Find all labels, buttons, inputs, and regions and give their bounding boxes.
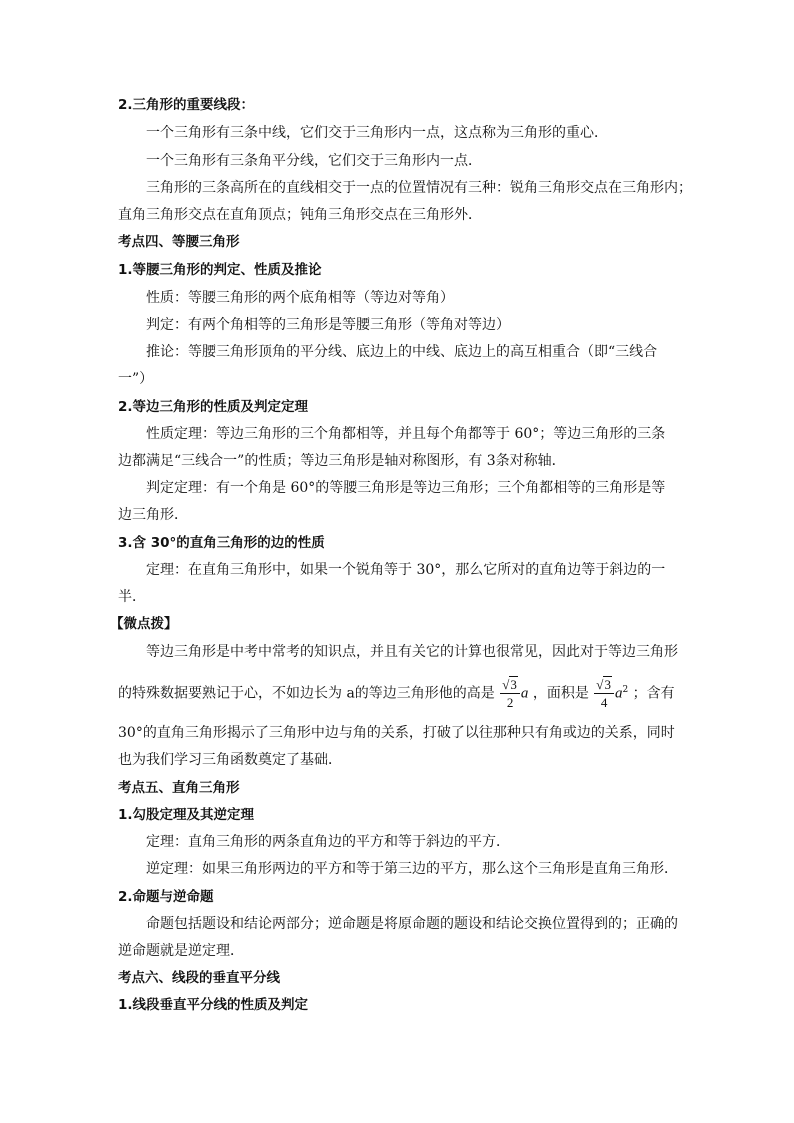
section-heading: 考点四、等腰三角形	[118, 234, 240, 250]
fraction-denominator: 2	[506, 694, 514, 710]
paragraph: 一个三角形有三条角平分线，它们交于三角形内一点．	[146, 153, 482, 169]
subsection-heading: 2.命题与逆命题	[118, 889, 214, 905]
paragraph: 半．	[118, 589, 146, 605]
paragraph: 推论：等腰三角形顶角的平分线、底边上的中线、底边上的高互相重合（即“三线合	[146, 344, 658, 360]
paragraph: 性质定理：等边三角形的三个角都相等，并且每个角都等于 60°；等边三角形的三条	[146, 426, 666, 442]
paragraph: 边三角形．	[118, 507, 188, 523]
fraction-numerator	[594, 678, 614, 694]
subsection-heading: 2.等边三角形的性质及判定定理	[118, 399, 309, 415]
exponent: 2	[622, 685, 629, 695]
paragraph: 定理：直角三角形的两条直角边的平方和等于斜边的平方．	[146, 834, 510, 850]
section-heading: 考点五、直角三角形	[118, 780, 240, 796]
paragraph: 逆定理：如果三角形两边的平方和等于第三边的平方，那么这个三角形是直角三角形．	[146, 861, 678, 877]
subsection-heading: 1.勾股定理及其逆定理	[118, 807, 255, 823]
sqrt: √3	[596, 676, 611, 692]
area-fraction	[594, 678, 614, 710]
paragraph: 性质：等腰三角形的两个底角相等（等边对等角）	[146, 290, 454, 306]
formula-text: ；含有	[632, 685, 675, 702]
paragraph: 逆命题就是逆定理．	[118, 943, 244, 959]
paragraph: 也为我们学习三角函数奠定了基础．	[118, 752, 342, 768]
paragraph: 一个三角形有三条中线，它们交于三角形内一点，这点称为三角形的重心．	[146, 125, 608, 141]
paragraph: 判定定理：有一个角是 60°的等腰三角形是等边三角形；三个角都相等的三角形是等	[146, 480, 666, 496]
formula-text: 的特殊数据要熟记于心，不如边长为 a的等边三角形他的高是	[118, 685, 495, 702]
paragraph: 命题包括题设和结论两部分；逆命题是将原命题的题设和结论交换位置得到的；正确的	[146, 916, 678, 932]
paragraph: 等边三角形是中考中常考的知识点，并且有关它的计算也很常见，因此对于等边三角形	[146, 644, 678, 660]
paragraph: 三角形的三条高所在的直线相交于一点的位置情况有三种：锐角三角形交点在三角形内；	[146, 180, 692, 196]
variable-a: a	[520, 685, 529, 702]
paragraph: 一”）	[118, 371, 154, 387]
fraction-numerator	[500, 678, 520, 694]
subsection-heading: 1.线段垂直平分线的性质及判定	[118, 997, 309, 1013]
variable-a: a	[614, 685, 623, 702]
tip-heading: 【微点拨】	[110, 616, 178, 632]
paragraph: 直角三角形交点在直角顶点；钝角三角形交点在三角形外．	[118, 207, 482, 223]
sqrt: √3	[502, 676, 517, 692]
section-heading: 2.三角形的重要线段：	[118, 97, 255, 113]
formula-line	[118, 674, 678, 710]
fraction-denominator: 4	[600, 694, 608, 710]
paragraph: 边都满足“三线合一”的性质；等边三角形是轴对称图形，有 3条对称轴．	[118, 453, 566, 469]
paragraph: 定理：在直角三角形中，如果一个锐角等于 30°，那么它所对的直角边等于斜边的一	[146, 562, 666, 578]
section-heading: 考点六、线段的垂直平分线	[118, 970, 280, 986]
subsection-heading: 3.含 30°的直角三角形的边的性质	[118, 535, 325, 551]
height-fraction	[500, 678, 520, 710]
paragraph: 30°的直角三角形揭示了三角形中边与角的关系，打破了以往那种只有角或边的关系，同时	[118, 725, 675, 741]
paragraph: 判定：有两个角相等的三角形是等腰三角形（等角对等边）	[146, 317, 510, 333]
formula-text: ，面积是	[532, 685, 589, 702]
subsection-heading: 1.等腰三角形的判定、性质及推论	[118, 262, 322, 278]
